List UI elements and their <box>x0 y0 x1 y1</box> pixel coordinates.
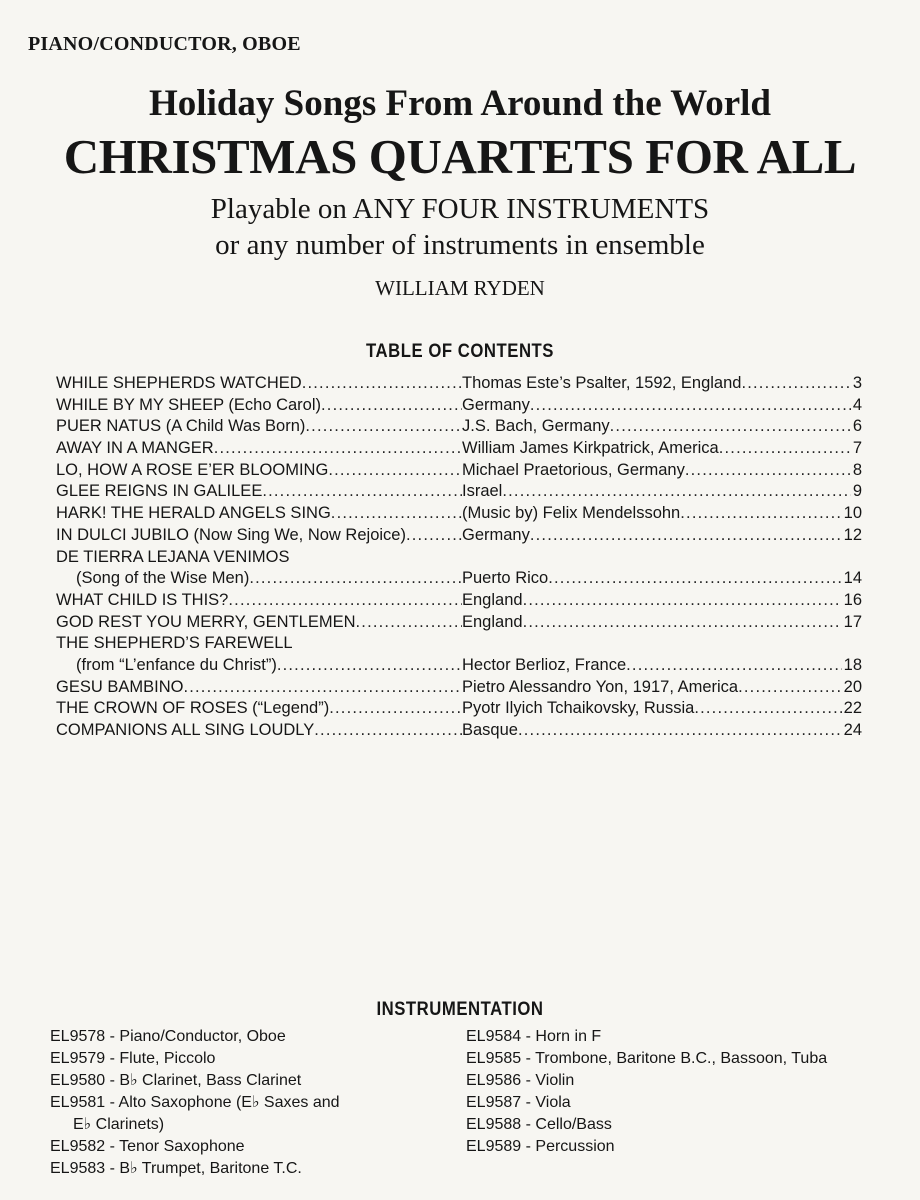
series-title: Holiday Songs From Around the World <box>149 83 771 124</box>
toc-entry-title: WHILE SHEPHERDS WATCHED <box>56 374 302 392</box>
instrument-item <box>50 1114 370 1136</box>
separator: - <box>105 1138 120 1155</box>
toc-entry <box>56 698 862 720</box>
toc-entry-page: 14 <box>843 569 862 588</box>
toc-entry-page: 20 <box>843 677 862 696</box>
dot-leader <box>183 677 462 699</box>
dot-leader <box>680 503 841 525</box>
instrument-item <box>50 1158 370 1180</box>
instrument-name: Tenor Saxophone <box>119 1138 245 1155</box>
dot-leader <box>214 438 462 460</box>
toc-entry-source: J.S. Bach, Germany <box>462 417 610 436</box>
toc-entry-page: 18 <box>843 655 862 674</box>
instrument-code: EL9588 <box>466 1116 522 1133</box>
separator: - <box>521 1072 536 1089</box>
toc-entry <box>56 633 862 655</box>
toc-entry-source: Basque <box>462 721 518 739</box>
dot-leader <box>741 373 850 395</box>
instrument-name: B♭ Trumpet, Baritone T.C. <box>119 1160 302 1177</box>
part-label: PIANO/CONDUCTOR, OBOE <box>28 33 301 55</box>
dot-leader <box>321 395 462 417</box>
instrument-name: Piano/Conductor, Oboe <box>119 1028 286 1045</box>
instrument-code: EL9580 <box>50 1072 106 1089</box>
toc-entry-page: 22 <box>843 699 862 718</box>
toc-entry-title: PUER NATUS (A Child Was Born) <box>56 417 306 436</box>
dot-leader <box>328 460 462 482</box>
dot-leader <box>610 416 851 438</box>
toc-entry-title: (Song of the Wise Men) <box>76 569 250 588</box>
instrument-item <box>50 1070 370 1092</box>
toc-entry-page: 4 <box>852 395 862 414</box>
toc-entry-title: WHAT CHILD IS THIS? <box>56 590 229 609</box>
separator: - <box>105 1094 119 1111</box>
subtitle-line-2: or any number of instruments in ensemble <box>215 229 705 261</box>
dot-leader <box>518 720 842 742</box>
dot-leader <box>523 590 842 612</box>
toc-entry <box>56 677 862 699</box>
toc-entry-title: HARK! THE HERALD ANGELS SING <box>56 504 331 523</box>
toc-entry-page: 24 <box>843 721 862 739</box>
toc-entry-page: 7 <box>852 439 862 458</box>
instrument-name: Percussion <box>535 1138 615 1155</box>
toc-entry <box>56 373 862 395</box>
instrument-item <box>466 1114 886 1136</box>
instrument-name: Violin <box>535 1072 575 1089</box>
instrument-item <box>50 1026 370 1048</box>
instrument-item <box>466 1026 886 1048</box>
separator: - <box>105 1160 120 1177</box>
dot-leader <box>694 698 841 720</box>
dot-leader <box>228 590 462 612</box>
toc-entry-source: Germany <box>462 395 530 414</box>
separator: - <box>521 1050 536 1067</box>
toc-entry-source: (Music by) Felix Mendelssohn <box>462 504 681 523</box>
toc-entry-page: 8 <box>852 460 862 479</box>
toc-entry <box>56 525 862 547</box>
toc-entry-title: DE TIERRA LEJANA VENIMOS <box>56 547 290 566</box>
toc-entry-title: WHILE BY MY SHEEP (Echo Carol) <box>56 395 322 414</box>
dot-leader <box>356 612 462 634</box>
toc-entry-page: 10 <box>843 504 862 523</box>
instrument-code: EL9586 <box>466 1072 522 1089</box>
instrument-code: EL9587 <box>466 1094 522 1111</box>
instrument-code: EL9578 <box>50 1028 106 1045</box>
toc-entry-title: IN DULCI JUBILO (Now Sing We, Now Rejoice) <box>56 525 406 544</box>
toc-entry-source: Pyotr Ilyich Tchaikovsky, Russia <box>462 699 695 718</box>
instrument-code: EL9582 <box>50 1138 106 1155</box>
instrument-code: EL9589 <box>466 1138 522 1155</box>
toc-entry-title: (from “L’enfance du Christ”) <box>76 655 277 674</box>
instrument-code: EL9584 <box>466 1028 522 1045</box>
instrument-code: EL9579 <box>50 1050 106 1067</box>
toc-entry-title: THE CROWN OF ROSES (“Legend”) <box>56 699 330 718</box>
instrument-name: E♭ Clarinets) <box>73 1116 165 1133</box>
toc-heading: TABLE OF CONTENTS <box>366 341 554 362</box>
dot-leader <box>314 720 462 742</box>
dot-leader <box>302 373 462 395</box>
toc-entry-title: THE SHEPHERD’S FAREWELL <box>56 634 293 653</box>
toc-entry <box>56 590 862 612</box>
author-name: WILLIAM RYDEN <box>375 276 545 300</box>
toc-entry-source: Puerto Rico <box>462 569 549 588</box>
instrument-item <box>466 1092 886 1114</box>
dot-leader <box>331 503 462 525</box>
dot-leader <box>249 568 462 590</box>
dot-leader <box>719 438 851 460</box>
dot-leader <box>530 395 851 417</box>
dot-leader <box>738 677 842 699</box>
dot-leader <box>626 655 842 677</box>
instrument-name: Trombone, Baritone B.C., Bassoon, Tuba <box>535 1050 828 1067</box>
instrumentation-list-left <box>50 1026 370 1180</box>
toc-entry-page: 16 <box>843 590 862 609</box>
instrument-name: Cello/Bass <box>535 1116 612 1133</box>
instrument-name: B♭ Clarinet, Bass Clarinet <box>119 1072 302 1089</box>
toc-entry-source: Hector Berlioz, France <box>462 655 627 674</box>
toc-entry <box>56 568 862 590</box>
dot-leader <box>329 698 462 720</box>
dot-leader <box>277 655 462 677</box>
separator: - <box>105 1050 120 1067</box>
instrument-item <box>50 1136 370 1158</box>
toc-entry <box>56 720 862 742</box>
instrument-item <box>50 1092 370 1114</box>
toc-entry-page: 6 <box>852 417 862 436</box>
toc-entry-title: COMPANIONS ALL SING LOUDLY <box>56 721 315 739</box>
toc-entry <box>56 395 862 417</box>
instrument-name: Flute, Piccolo <box>119 1050 216 1067</box>
toc-entry-page: 17 <box>843 612 862 631</box>
dot-leader <box>406 525 462 547</box>
toc-entry-source: Pietro Alessandro Yon, 1917, America <box>462 677 739 696</box>
toc-entry-source: Michael Praetorious, Germany <box>462 460 685 479</box>
toc-entry-page: 12 <box>843 525 862 544</box>
table-of-contents <box>56 373 862 742</box>
toc-entry-source: Germany <box>462 525 530 544</box>
subtitle-line-1: Playable on ANY FOUR INSTRUMENTS <box>210 193 710 225</box>
toc-entry-page: 3 <box>852 374 862 392</box>
toc-entry-page: 9 <box>852 482 862 501</box>
instrument-code: EL9583 <box>50 1160 106 1177</box>
toc-entry <box>56 481 862 503</box>
dot-leader <box>262 481 462 503</box>
toc-entry <box>56 416 862 438</box>
toc-entry-source: Israel <box>462 482 503 501</box>
instrument-item <box>50 1048 370 1070</box>
instrument-item <box>466 1048 886 1070</box>
toc-entry-source: England <box>462 590 523 609</box>
toc-entry-title: GOD REST YOU MERRY, GENTLEMEN <box>56 612 356 631</box>
instrumentation-heading: INSTRUMENTATION <box>376 999 544 1020</box>
toc-entry-source: England <box>462 612 523 631</box>
dot-leader <box>530 525 842 547</box>
instrument-code: EL9581 <box>50 1094 106 1111</box>
separator: - <box>105 1072 120 1089</box>
toc-entry-title: AWAY IN A MANGER <box>56 439 214 458</box>
instrumentation-list-right <box>466 1026 886 1158</box>
dot-leader <box>685 460 851 482</box>
toc-entry-title: LO, HOW A ROSE E’ER BLOOMING <box>56 460 329 479</box>
instrument-name: Horn in F <box>535 1028 602 1045</box>
separator: - <box>105 1028 120 1045</box>
dot-leader <box>305 416 462 438</box>
dot-leader <box>502 481 850 503</box>
toc-entry-source: William James Kirkpatrick, America <box>462 439 719 458</box>
separator: - <box>521 1028 536 1045</box>
instrument-code: EL9585 <box>466 1050 522 1067</box>
dot-leader <box>548 568 841 590</box>
separator: - <box>521 1138 536 1155</box>
instrument-name: Viola <box>535 1094 571 1111</box>
separator: - <box>521 1116 536 1133</box>
toc-entry <box>56 612 862 634</box>
toc-entry <box>56 655 862 677</box>
toc-entry <box>56 547 862 569</box>
toc-entry-source: Thomas Este’s Psalter, 1592, England <box>462 374 742 392</box>
main-title: CHRISTMAS QUARTETS FOR ALL <box>63 129 857 184</box>
toc-entry-title: GESU BAMBINO <box>56 677 184 696</box>
separator: - <box>521 1094 536 1111</box>
dot-leader <box>523 612 842 634</box>
instrument-item <box>466 1070 886 1092</box>
instrument-item <box>466 1136 886 1158</box>
toc-entry <box>56 460 862 482</box>
toc-entry-title: GLEE REIGNS IN GALILEE <box>56 482 263 501</box>
toc-entry <box>56 503 862 525</box>
toc-entry <box>56 438 862 460</box>
instrument-name: Alto Saxophone (E♭ Saxes and <box>118 1094 340 1111</box>
